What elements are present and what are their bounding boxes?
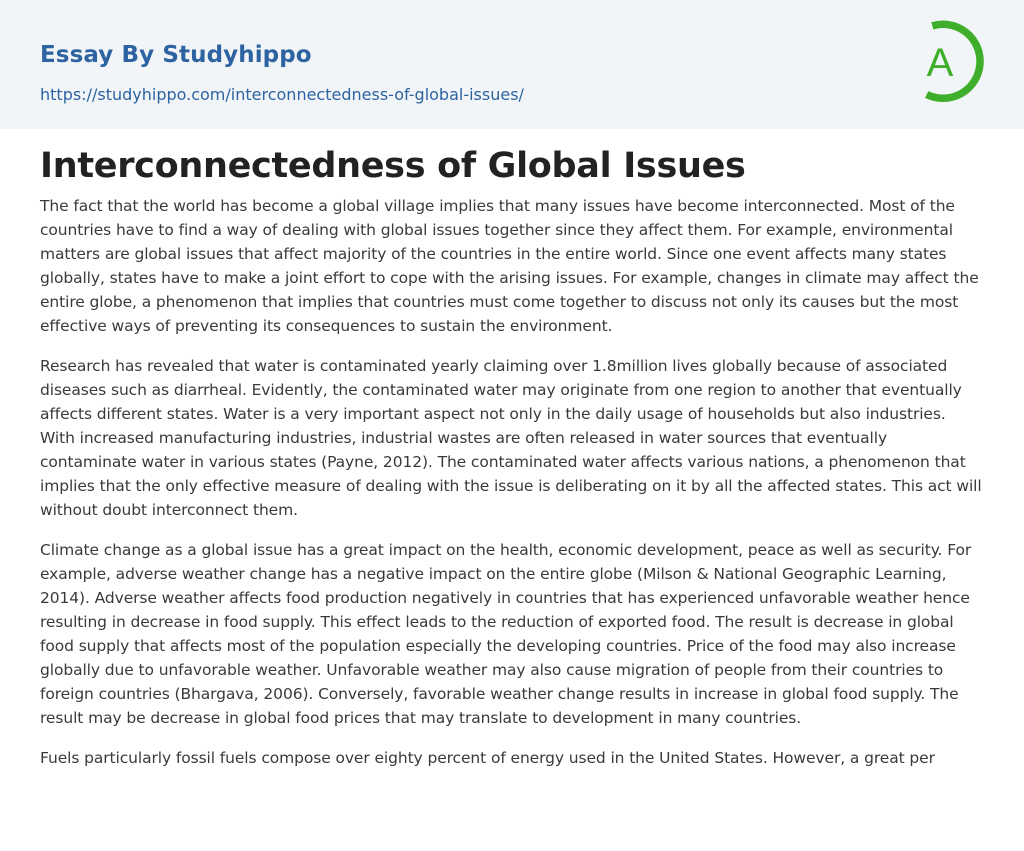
essay-body: [40, 194, 985, 786]
site-header: [0, 0, 1024, 129]
site-brand[interactable]: Essay By Studyhippo: [40, 42, 312, 68]
logo-letter: A: [926, 41, 954, 85]
essay-paragraph-3: Climate change as a global issue has a great impact on the health, economic development, peace as well as security. For example, adverse weather change has a negative impact on the entire globe (Milson & National Geographic Learning, 2014). Adverse weather affects food production negatively in countries that has experienced unfavorable weather hence resulting in decrease in food supply. This effect leads to the reduction of exported food. The result is decrease in global food supply that affects most of the population especially the developing countries. Price of the food may also increase globally due to unfavorable weather. Unfavorable weather may also cause migration of people from their countries to foreign countries (Bhargava, 2006). Conversely, favorable weather change results in increase in global food supply. The result may be decrease in global food prices that may translate to development in many countries.: [40, 541, 972, 727]
essay-paragraph-4: Fuels particularly fossil fuels compose over eighty percent of energy used in the United States. However, a great per: [40, 749, 935, 767]
essay-url-link[interactable]: https://studyhippo.com/interconnectedness-of-global-issues/: [40, 85, 524, 104]
circle-a-logo-icon[interactable]: [905, 14, 993, 110]
page-title: Interconnectedness of Global Issues: [40, 146, 746, 186]
essay-paragraph-2: Research has revealed that water is contaminated yearly claiming over 1.8million lives globally because of associated diseases such as diarrheal. Evidently, the contaminated water may originate from one region to another that eventually affects different states. Water is a very important aspect not only in the daily usage of households but also industries. With increased manufacturing industries, industrial wastes are often released in water sources that eventually contaminate water in various states (Payne, 2012). The contaminated water affects various nations, a phenomenon that implies that the only effective measure of dealing with the issue is deliberating on it by all the affected states. This act will without doubt interconnect them.: [40, 357, 982, 519]
essay-paragraph-1: The fact that the world has become a global village implies that many issues have become interconnected. Most of the countries have to find a way of dealing with global issues together since they affect them. For example, environmental matters are global issues that affect majority of the countries in the entire world. Since one event affects many states globally, states have to make a joint effort to cope with the arising issues. For example, changes in climate may affect the entire globe, a phenomenon that implies that countries must come together to discuss not only its causes but the most effective ways of preventing its consequences to sustain the environment.: [40, 197, 979, 335]
